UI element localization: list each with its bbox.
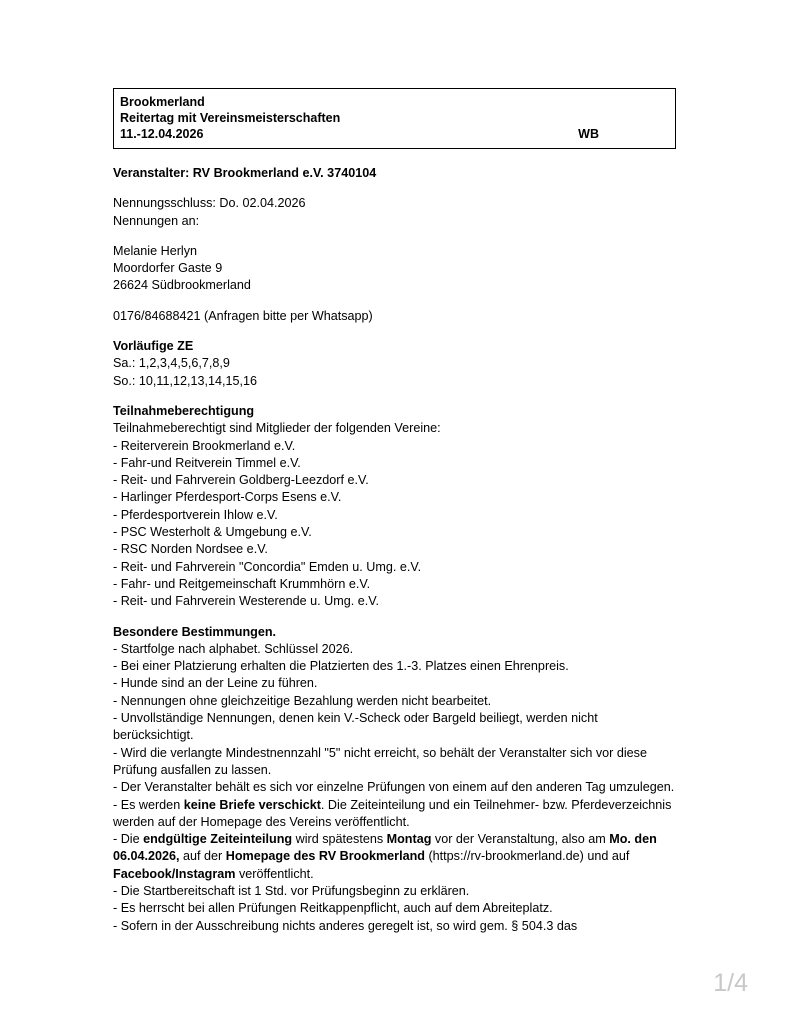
club-item: - RSC Norden Nordsee e.V. <box>113 542 268 557</box>
rule-text-emphasis: endgültige Zeiteinteilung <box>143 832 293 847</box>
header-event-location: Brookmerland <box>120 95 205 109</box>
document-header-box <box>113 88 676 149</box>
rule-item: - Sofern in der Ausschreibung nichts anderes geregelt ist, so wird gem. § 504.3 das <box>113 918 578 933</box>
contact-street: Moordorfer Gaste 9 <box>113 261 223 276</box>
rule-item: - Der Veranstalter behält es sich vor einzelne Prüfungen von einem auf den anderen Tag umzulegen. <box>113 780 675 795</box>
contact-block <box>113 243 679 295</box>
header-event-title: Reitertag mit Vereinsmeisterschaften <box>120 111 341 125</box>
rule-text-emphasis: Homepage des RV Brookmerland <box>225 849 425 864</box>
rule-text-part: . Die Zeiteinteilung und ein Teilnehmer- bzw. Pferdeverzeichnis werden auf der Homepage des Vereins veröffentlicht. <box>113 797 675 829</box>
entries-block <box>113 195 679 230</box>
rule-item: - Startfolge nach alphabet. Schlüssel 2026. <box>113 641 354 656</box>
rule-item: - Hunde sind an der Leine zu führen. <box>113 676 318 691</box>
contact-city: 26624 Südbrookmerland <box>113 278 251 293</box>
rule-item: - Bei einer Platzierung erhalten die Platzierten des 1.-3. Platzes einen Ehrenpreis. <box>113 659 569 674</box>
club-item: - PSC Westerholt & Umgebung e.V. <box>113 525 312 540</box>
schedule-sunday: So.: 10,11,12,13,14,15,16 <box>113 373 258 388</box>
organizer-line: Veranstalter: RV Brookmerland e.V. 3740104 <box>113 166 377 180</box>
page-number: 1/4 <box>713 969 748 997</box>
rule-item: - Wird die verlangte Mindestnennzahl "5" nicht erreicht, so behält der Veranstalter sich vor diese Prüfung ausfallen zu lassen. <box>113 745 651 777</box>
rule-item: - Unvollständige Nennungen, denen kein V.-Scheck oder Bargeld beiliegt, werden nicht berücksichtigt. <box>113 711 602 743</box>
club-item: - Fahr- und Reitgemeinschaft Krummhörn e.V. <box>113 576 371 591</box>
entry-deadline: Nennungsschluss: Do. 02.04.2026 <box>113 196 306 211</box>
rule-text-part: wird spätestens <box>292 832 387 847</box>
rule-text-part: - Es werden <box>113 797 184 812</box>
organizer-block <box>113 165 679 182</box>
schedule-title: Vorläufige ZE <box>113 339 194 354</box>
special-rules-title: Besondere Bestimmungen. <box>113 624 277 639</box>
eligibility-intro: Teilnahmeberechtigt sind Mitglieder der folgenden Vereine: <box>113 421 441 436</box>
rule-text-part: (https://rv-brookmerland.de) und auf <box>424 849 633 864</box>
contact-phone: 0176/84688421 (Anfragen bitte per Whatsapp) <box>113 308 373 323</box>
rule-text-part: - Die <box>113 832 144 847</box>
header-event-date: 11.-12.04.2026 <box>120 127 204 141</box>
club-item: - Harlinger Pferdesport-Corps Esens e.V. <box>113 490 342 505</box>
rule-text-emphasis: Mo. den 06.04.2026, <box>113 832 661 864</box>
header-event-code: WB <box>578 127 599 141</box>
rule-item-no-letters <box>113 797 679 832</box>
rule-item: - Nennungen ohne gleichzeitige Bezahlung werden nicht bearbeitet. <box>113 693 492 708</box>
header-event-dateline <box>120 126 669 142</box>
document-content <box>113 88 679 948</box>
club-item: - Reit- und Fahrverein Westerende u. Umg. e.V. <box>113 594 379 609</box>
contact-name: Melanie Herlyn <box>113 243 197 258</box>
schedule-block <box>113 338 679 390</box>
club-item: - Reiterverein Brookmerland e.V. <box>113 438 296 453</box>
schedule-saturday: Sa.: 1,2,3,4,5,6,7,8,9 <box>113 356 230 371</box>
rule-text-emphasis: Montag <box>386 832 432 847</box>
rule-item-timetable <box>113 831 679 883</box>
eligibility-title: Teilnahmeberechtigung <box>113 403 255 418</box>
rule-text-emphasis: Facebook/Instagram <box>113 866 236 881</box>
rule-text-emphasis: keine Briefe verschickt <box>183 797 321 812</box>
phone-block <box>113 308 679 325</box>
rule-text-part: auf der <box>179 849 226 864</box>
club-item: - Reit- und Fahrverein "Concordia" Emden u. Umg. e.V. <box>113 559 422 574</box>
eligibility-block <box>113 403 679 611</box>
rule-text-part: vor der Veranstaltung, also am <box>431 832 610 847</box>
club-item: - Fahr-und Reitverein Timmel e.V. <box>113 455 301 470</box>
club-item: - Pferdesportverein Ihlow e.V. <box>113 507 278 522</box>
rule-item: - Die Startbereitschaft ist 1 Std. vor Prüfungsbeginn zu erklären. <box>113 883 470 898</box>
rule-item: - Es herrscht bei allen Prüfungen Reitkappenpflicht, auch auf dem Abreiteplatz. <box>113 901 553 916</box>
rule-text-part: veröffentlicht. <box>235 866 314 881</box>
special-rules-block <box>113 624 679 935</box>
entries-to-label: Nennungen an: <box>113 213 200 228</box>
club-item: - Reit- und Fahrverein Goldberg-Leezdorf e.V. <box>113 473 369 488</box>
